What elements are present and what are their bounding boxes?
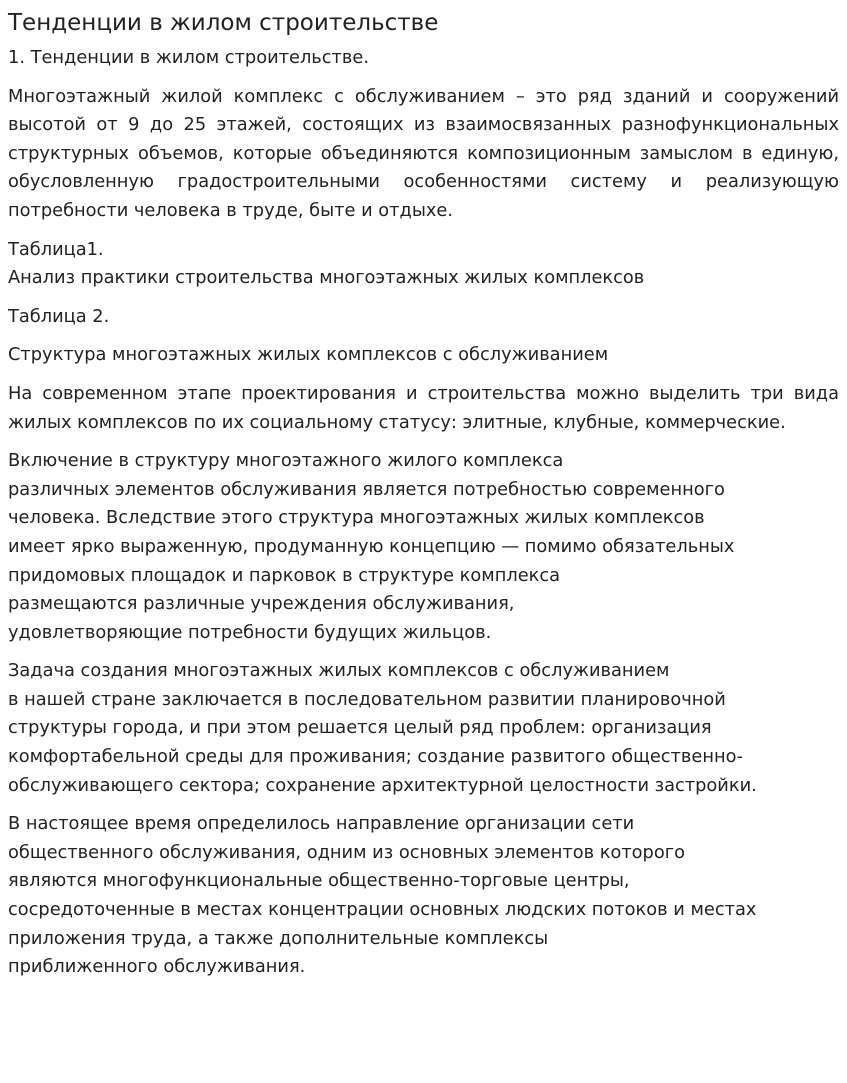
paragraph-line: являются многофункциональные общественно-торговые центры, <box>8 870 630 892</box>
paragraph-line: обслуживающего сектора; сохранение архитектурной целостности застройки. <box>8 774 757 796</box>
paragraph-line: приближенного обслуживания. <box>8 956 306 978</box>
paragraph-structure <box>8 447 839 647</box>
paragraph-line: общественного обслуживания, одним из основных элементов которого <box>8 841 685 863</box>
paragraph-line: в нашей стране заключается в последовательном развитии планировочной <box>8 688 726 710</box>
paragraph-line: приложения труда, а также дополнительные комплексы <box>8 927 549 949</box>
table1-label: Таблица1. <box>8 238 104 260</box>
page-title: Тенденции в жилом строительстве <box>8 10 439 36</box>
paragraph-line: человека. Вследствие этого структура многоэтажных жилых комплексов <box>8 507 705 529</box>
table2-label: Таблица 2. <box>8 305 110 327</box>
paragraph-network <box>8 810 839 982</box>
paragraph-line: В настоящее время определилось направление организации сети <box>8 813 635 835</box>
paragraph-task <box>8 657 839 800</box>
table1-block <box>8 236 839 293</box>
paragraph-definition: Многоэтажный жилой комплекс с обслуживанием – это ряд зданий и сооружений высотой от 9 до 25 этажей, состоящих из взаимосвязанных разнофункциональных структурных объемов, которые объединяются композиционным замыслом в единую, обусловленную градостроительными особенностями систему и реализующую потребности человека в труде, быте и отдыхе. <box>8 85 839 221</box>
paragraph-types: На современном этапе проектирования и строительства можно выделить три вида жилых комплексов по их социальному статусу: элитные, клубные, коммерческие. <box>8 382 839 433</box>
paragraph-line: придомовых площадок и парковок в структуре комплекса <box>8 564 561 586</box>
paragraph-line: структуры города, и при этом решается целый ряд проблем: организация <box>8 717 712 739</box>
section-heading: 1. Тенденции в жилом строительстве. <box>8 47 369 68</box>
paragraph-line: размещаются различные учреждения обслуживания, <box>8 593 515 615</box>
paragraph-line: Задача создания многоэтажных жилых комплексов с обслуживанием <box>8 660 670 682</box>
paragraph-line: имеет ярко выраженную, продуманную концепцию — помимо обязательных <box>8 535 735 557</box>
table1-caption: Анализ практики строительства многоэтажных жилых комплексов <box>8 267 645 289</box>
document-body <box>8 0 839 992</box>
paragraph-line: удовлетворяющие потребности будущих жильцов. <box>8 621 492 643</box>
paragraph-line: Включение в структуру многоэтажного жилого комплекса <box>8 450 564 472</box>
paragraph-line: различных элементов обслуживания является потребностью современного <box>8 478 725 500</box>
paragraph-line: комфортабельной среды для проживания; создание развитого общественно- <box>8 746 743 768</box>
table2-caption: Структура многоэтажных жилых комплексов с обслуживанием <box>8 344 609 366</box>
paragraph-line: сосредоточенные в местах концентрации основных людских потоков и местах <box>8 899 757 921</box>
